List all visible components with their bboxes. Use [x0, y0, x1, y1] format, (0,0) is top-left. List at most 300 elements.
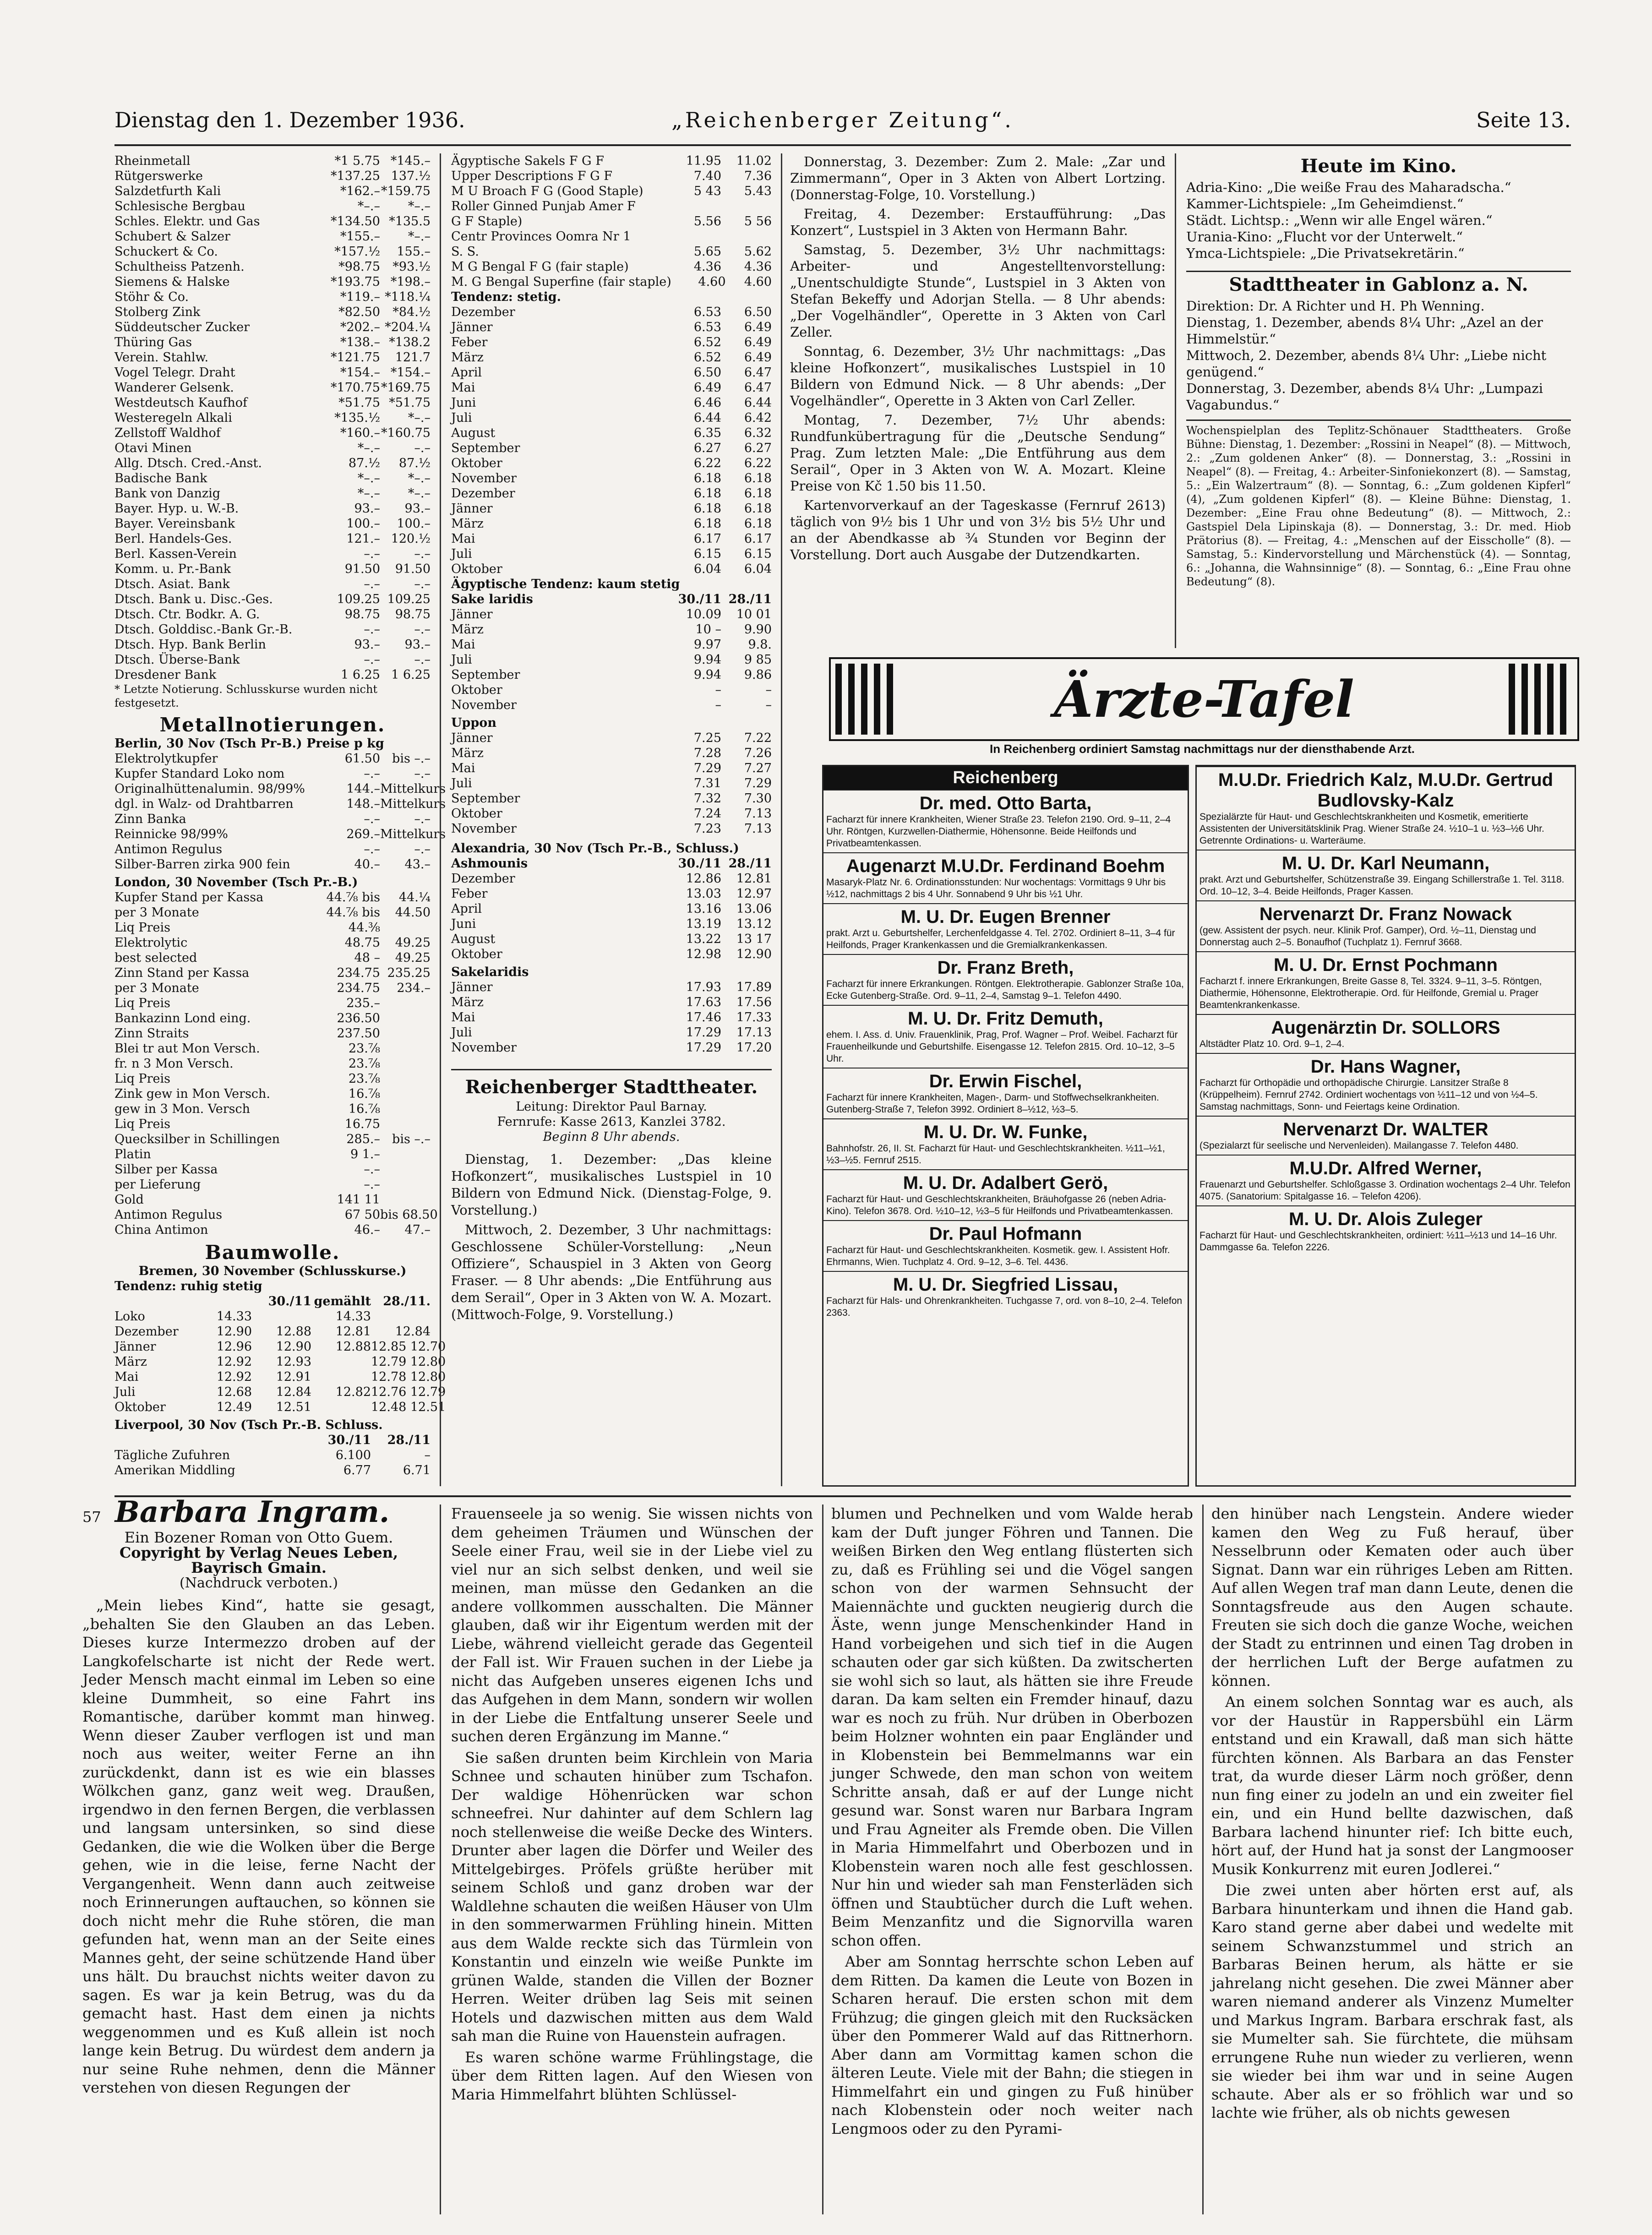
row-label: Westdeutsch Kaufhof: [114, 396, 247, 410]
data-row: [114, 781, 446, 796]
data-row: [114, 486, 431, 501]
row-value: 17.63: [686, 995, 721, 1009]
data-row: [451, 244, 772, 259]
program-item: Sonntag, 6. Dezember, 3½ Uhr nachmittags: „Das kleine Hofkonzert“, musikalisches Lustspiel in 10 Bildern von Edmund Nick. — 8 Uhr abends: „Der Vogelhändler“, Operette in 3 Akten von Carl Zeller.: [790, 343, 1166, 409]
row-value: *160.–: [340, 426, 380, 440]
row-label: Zinn Stand per Kassa: [114, 966, 250, 980]
row-label: Süddeutscher Zucker: [114, 320, 250, 334]
row-value: 141 11: [337, 1193, 380, 1207]
data-row: [114, 1162, 431, 1177]
egypt-tend: Tendenz: stetig.: [451, 290, 562, 304]
uppon-head: Uppon: [451, 716, 496, 730]
data-row: [451, 305, 772, 320]
doctor-entry: [823, 1271, 1188, 1322]
row-value: –: [765, 683, 772, 697]
row-value: 6.46: [693, 396, 721, 410]
row-value: 7.13: [744, 807, 772, 821]
row-value: 12.49: [216, 1400, 252, 1414]
row-value: *–.–: [357, 471, 380, 485]
roman-title: Barbara Ingram.: [114, 1495, 390, 1529]
data-row: [114, 592, 431, 607]
data-row: [451, 395, 772, 410]
doctor-entry: [823, 1169, 1188, 1220]
row-label: Badische Bank: [114, 471, 207, 485]
doctor-details: Frauenarzt und Geburtshelfer. Schloßgasse 3. Ordination wochentags 2–4 Uhr. Telefon 4075. (Sanatorium: Spitalgasse 16. – Telefon 4206).: [1199, 1179, 1570, 1202]
data-row: [451, 410, 772, 425]
row-value: *–.–: [408, 471, 431, 485]
doctor-name: Dr. med. Otto Barta,: [919, 793, 1092, 813]
row-value: 6.18: [744, 517, 772, 531]
data-row: [114, 1147, 431, 1162]
row-value: 11.95: [686, 154, 721, 168]
roman-paragraph: „Mein liebes Kind“, hatte sie gesagt, „behalten Sie den Glauben an das Leben. Dieses kurze Intermezzo droben auf der Langkofelscharte ist nicht der Rede wert. Jeder Mensch macht einmal im Leben so eine kleine Dummheit, so eine Fahrt ins Romantische, darüber kommt man hinweg. Wenn dieser Zauber verflogen ist und man noch aus weiter, weiter Ferne an ihn zurückdenkt, dann ist es wie ein blasses Wölkchen ganz, ganz weit weg. Draußen, irgendwo in den fernen Bergen, die verblassen und langsam untersinken, so sind diese Gedanken, die wie die Wolken über die Berge gehen, wie in die leise, ferne Nacht der Vergangenheit. Wenn dann auch zeitweise noch Erinnerungen auftauchen, so können sie doch nicht mehr die Ruhe stören, die man gefunden hat, wenn man an der Seite eines Mannes geht, der seine schützende Hand über uns hält. Du brauchst nichts weiter davon zu sagen. Es war ja kein Betrug, was du da gemacht hast. Hast dem einen ja nichts weggenommen und es Kuß allein ist noch lange kein Betrug. Du würdest dem andern ja nur seine Ruhe nehmen, denn die Männer verstehen von diesen Regungen der: [82, 1597, 435, 2096]
row-label: Wanderer Gelsenk.: [114, 381, 234, 395]
row-value: 7.22: [744, 731, 772, 745]
row-value: *121.75: [331, 350, 380, 365]
row-value: 7.28: [693, 746, 721, 760]
data-row: [114, 274, 431, 289]
theater-item: Dienstag, 1. Dezember: „Das kleine Hofkonzert“, musikalisches Lustspiel in 10 Bildern von Edmund Nick. (Dienstag-Folge, 9. Vorstellung.): [451, 1151, 772, 1218]
row-value: 4.60: [744, 275, 772, 289]
data-row: [451, 546, 772, 561]
row-value: *204.¼: [385, 320, 431, 334]
doctor-name: Augenärztin Dr. SOLLORS: [1271, 1018, 1500, 1038]
row-label: Jänner: [451, 607, 493, 621]
row-label: per Lieferung: [114, 1177, 201, 1192]
data-row: [451, 622, 772, 637]
roman-column-1: [82, 1495, 435, 2100]
row-value: 87.½: [348, 456, 380, 470]
data-row: [451, 995, 772, 1010]
roman-column-2: [451, 1505, 813, 2106]
row-value: 91.50: [395, 562, 431, 576]
row-label: Schlesische Bergbau: [114, 199, 245, 213]
market-column-1: [114, 153, 446, 1478]
doctor-entry: [1197, 951, 1575, 1014]
row-label: Schultheiss Patzenh.: [114, 260, 245, 274]
row-value: –.–: [414, 577, 431, 591]
row-value: 1 6.25: [341, 668, 380, 682]
row-label: Jänner: [451, 320, 493, 334]
row-value: *51.75: [389, 396, 431, 410]
doctor-details: Altstädter Platz 10. Ord. 9–1, 2–4.: [1199, 1039, 1345, 1049]
row-label: Liq Preis: [114, 996, 170, 1010]
row-label: Elektrolytkupfer: [114, 752, 218, 766]
row-value: 11.02: [736, 154, 772, 168]
row-value: 17.93: [686, 980, 721, 994]
row-label: Juli: [114, 1385, 136, 1399]
program-item: Montag, 7. Dezember, 7½ Uhr abends: Rundfunkübertragung für die „Deutsche Sendung“ Prag. Zum letzten Male: „Die Entführung aus dem Serail“, Oper in 3 Akten von W. A. Mozart. Kleine Preise von Kč 1.50 bis 11.50.: [790, 412, 1166, 494]
data-row: [114, 1448, 431, 1463]
doctor-entry: [1197, 1053, 1575, 1116]
row-label: April: [451, 902, 482, 916]
row-label: Juli: [451, 1025, 472, 1040]
row-value: 9.97: [693, 638, 721, 652]
data-row: [451, 259, 772, 274]
row-value: [380, 1192, 431, 1207]
data-row: [114, 965, 431, 981]
row-value: 121.–: [346, 532, 380, 546]
data-row: [451, 607, 772, 622]
row-value: 16.⅞: [348, 1102, 380, 1116]
cotton-bremen-tend: Tendenz: ruhig stetig: [114, 1279, 262, 1293]
row-value: 100.–: [397, 517, 431, 531]
row-label: Schuckert & Co.: [114, 245, 218, 259]
aerzte-banner: [829, 657, 1579, 741]
row-value: *–.–: [357, 486, 380, 501]
row-value: –: [715, 683, 721, 697]
row-label: S. S.: [451, 245, 479, 259]
theater-beginn: Beginn 8 Uhr abends.: [543, 1130, 680, 1144]
doctor-entry: [1197, 1205, 1575, 1256]
row-value: 9.94: [693, 668, 721, 682]
stock-list: [114, 153, 431, 682]
egypt-months-list: [451, 305, 772, 577]
row-value: 6.18: [693, 502, 721, 516]
data-row: [114, 199, 431, 214]
data-row: [451, 776, 772, 791]
row-label: Mai: [451, 1010, 475, 1025]
row-value: 109.25: [387, 592, 431, 606]
row-value: 7.32: [693, 791, 721, 806]
row-value: *198.–: [390, 275, 431, 289]
row-value: 7.31: [693, 776, 721, 790]
row-label: Gold: [114, 1193, 144, 1207]
row-label: G F Staple): [451, 214, 523, 229]
row-value: 9 1.–: [350, 1147, 380, 1161]
doctor-entry: [1197, 766, 1575, 850]
row-value: 237.50: [337, 1026, 380, 1041]
row-label: Zink gew in Mon Versch.: [114, 1087, 271, 1101]
row-label: Juni: [451, 396, 476, 410]
doctor-name: Nervenarzt Dr. Franz Nowack: [1259, 904, 1512, 924]
doctor-name: Dr. Franz Breth,: [937, 958, 1074, 978]
row-label: Juli: [451, 411, 472, 425]
row-value: 7.23: [693, 822, 721, 836]
row-value: –.–: [414, 547, 431, 561]
row-label: Dezember: [451, 305, 515, 319]
row-value: 6.47: [744, 365, 772, 380]
row-value: 120.½: [391, 532, 431, 546]
data-row: [451, 335, 772, 350]
column-divider: [440, 1505, 441, 2214]
row-value: 17.29: [686, 1041, 721, 1055]
row-label: Schles. Elektr. und Gas: [114, 214, 260, 229]
row-label: Jänner: [451, 980, 493, 994]
data-row: [451, 821, 772, 836]
row-label: Jänner: [114, 1340, 156, 1354]
row-label: Dresdener Bank: [114, 668, 217, 682]
row-value: [380, 1011, 431, 1026]
row-value: –.–: [414, 767, 431, 781]
roman-sub2: Copyright by Verlag Neues Leben, Bayrisch Gmain.: [119, 1544, 398, 1576]
row-value: 12.68: [216, 1385, 252, 1399]
row-value: *–.–: [357, 441, 380, 455]
cotton-title: Baumwolle.: [205, 1241, 340, 1264]
row-label: Roller Ginned Punjab Amer F: [451, 199, 636, 213]
row-value: –.–: [364, 577, 380, 591]
doctor-details: Facharzt f. innere Erkrankungen, Breite Gasse 8, Tel. 3324. 9–11, 3–5. Röntgen, Diathermie, Höhensonne, Elektrotherapie. Ord. für Heilfonde, Gremial u. Prager Beamtenkrankenkasse.: [1199, 976, 1542, 1010]
stocks-note: * Letzte Notierung. Schlusskurse wurden nicht festgesetzt.: [114, 683, 378, 709]
row-value: 10 01: [736, 607, 772, 621]
row-label: Juli: [451, 653, 472, 667]
row-value: *82.50: [338, 305, 380, 319]
row-value: [721, 199, 772, 214]
row-label: Antimon Regulus: [114, 1208, 223, 1222]
data-row: [451, 320, 772, 335]
row-value: bis –.–: [392, 752, 431, 766]
row-value: 235.25: [387, 966, 431, 980]
data-row: [114, 637, 431, 652]
row-label: Reinnicke 98/99%: [114, 827, 228, 841]
row-label: Kupfer Stand per Kassa: [114, 890, 264, 905]
row-value: 7.30: [744, 791, 772, 806]
row-value: 9.90: [744, 622, 772, 637]
row-value: 17.29: [686, 1025, 721, 1040]
data-row: [451, 916, 772, 932]
row-value: 6.15: [693, 547, 721, 561]
doctor-name: Dr. Hans Wagner,: [1310, 1057, 1461, 1077]
metal-berlin-list: [114, 751, 446, 872]
data-row: [451, 380, 772, 395]
row-value: 17.56: [736, 995, 772, 1009]
column-divider: [440, 153, 441, 1486]
row-value: –.–: [364, 767, 380, 781]
data-row: [114, 531, 431, 546]
row-value: *–.–: [408, 199, 431, 213]
row-label: November: [451, 1041, 517, 1055]
row-label: Quecksilber in Schillingen: [114, 1132, 280, 1146]
row-value: 234.–: [397, 981, 431, 995]
theater-item: Mittwoch, 2. Dezember, 3 Uhr nachmittags: Geschlossene Schüler-Vorstellung: „Neun Offiziere“, Schauspiel in 3 Akten von Georg Fraser. — 8 Uhr abends: „Die Entführung aus dem Serail“, Oper in 3 Akten von W. A. Mozart. (Mittwoch-Folge, 9. Vorstellung.): [451, 1222, 772, 1322]
header-page: Seite 13.: [1476, 108, 1571, 132]
row-value: 7.29: [693, 761, 721, 775]
roman-paragraph: den hinüber nach Lengstein. Andere wieder kamen den Weg zu Fuß herauf, über Nesselbrunn oder Kematen oder auch über Signat. Dann war ein rühriges Leben am Ritten. Auf allen Wegen traf man dann Leute, denen die Sonntagsfreude aus den Augen schaute. Freuten sie sich doch die ganze Woche, weichen der Stadt zu entrinnen und einen Tag droben in der herrlichen Luft der Berge aufatmen zu können.: [1211, 1505, 1573, 1690]
row-value: 4.60: [698, 275, 726, 289]
data-row: [114, 905, 431, 920]
row-value: 93.–: [404, 638, 431, 652]
data-row: [114, 1117, 431, 1132]
row-label: Stöhr & Co.: [114, 290, 189, 304]
doctor-entry: [823, 1068, 1188, 1118]
row-label: Dtsch. Überse-Bank: [114, 653, 240, 667]
data-row: [114, 1026, 431, 1041]
doctor-details: Facharzt für Hals- und Ohrenkrankheiten. Tuchgasse 7, ord. von 8–10, 2–4. Telefon 2363.: [826, 1296, 1183, 1318]
row-value: 6.18: [693, 486, 721, 501]
data-row: [114, 441, 431, 456]
data-row: [451, 274, 772, 289]
doctor-entry: [1197, 1116, 1575, 1155]
row-value: 13.22: [686, 932, 721, 946]
row-value: 44.¼: [398, 890, 431, 905]
row-value: *160.75: [381, 426, 431, 440]
row-value: *–.–: [408, 486, 431, 501]
row-value: *154.–: [340, 365, 380, 380]
row-value: [380, 1086, 431, 1101]
doctor-entry: [823, 790, 1188, 852]
doctor-name: M. U. Dr. W. Funke,: [923, 1122, 1088, 1142]
data-row: [114, 229, 431, 244]
data-row: [451, 425, 772, 441]
metal-berlin-head: Berlin, 30 Nov (Tsch Pr-B.) Preise p kg: [114, 736, 384, 751]
row-label: Oktober: [451, 807, 502, 821]
data-row: [114, 1385, 446, 1400]
doctor-entry: [1197, 1014, 1575, 1053]
data-row: [114, 622, 431, 637]
row-value: 10 –: [695, 622, 721, 637]
page-header: [114, 108, 1571, 140]
row-value: 6.53: [693, 320, 721, 334]
aerzte-right: [1195, 765, 1576, 1487]
row-value: [371, 1309, 431, 1324]
row-value: 6.18: [744, 471, 772, 485]
row-value: 6.49: [744, 350, 772, 365]
data-row: [114, 184, 431, 199]
row-value: 49.25: [395, 951, 431, 965]
row-value: *–.–: [408, 229, 431, 244]
cotton-bremen-list: [114, 1309, 446, 1415]
column-divider: [781, 153, 782, 1486]
row-label: März: [451, 350, 484, 365]
row-value: 12.96: [216, 1340, 252, 1354]
data-row: [114, 1041, 431, 1056]
row-value: –.–: [364, 1162, 380, 1177]
data-row: [114, 577, 431, 592]
data-row: [451, 698, 772, 713]
doctor-entry: [823, 954, 1188, 1005]
row-value: –: [765, 698, 772, 712]
data-row: [114, 546, 431, 561]
roman-column-3: [831, 1505, 1193, 2141]
row-label: Zellstoff Waldhof: [114, 426, 221, 440]
data-row: [451, 441, 772, 456]
row-value: 4.36: [744, 260, 772, 274]
doctor-details: Bahnhofstr. 26, II. St. Facharzt für Haut- und Geschlechtskrankheiten. ½11–½1, ½3–½5. Fernruf 2515.: [826, 1143, 1165, 1166]
cotton-liverpool-cols: 30./11 28./11: [327, 1433, 431, 1447]
theater-program: [790, 153, 1166, 566]
data-row: [114, 766, 431, 781]
cotton-bremen-cols: 30./11 gemählt 28./11.: [268, 1294, 431, 1308]
row-value: 6.32: [744, 426, 772, 440]
row-value: –.–: [414, 812, 431, 826]
row-label: Verein. Stahlw.: [114, 350, 209, 365]
data-row: [451, 652, 772, 667]
row-label: Ägyptische Sakels F G F: [451, 154, 604, 168]
row-value: *202.–: [340, 320, 380, 334]
cotton-liverpool-list: [114, 1448, 431, 1478]
roman-paragraph: blumen und Pechnelken und vom Walde herab kam der Duft junger Föhren und Tannen. Die weißen Birken den Weg entlang flüsterten sich zu, daß es Frühling sei und die Vögel sangen schon von der warmen Sehnsucht der Maiennächte und guckten neugierig durch die Äste, wenn junge Menschenkinder Hand in Hand vorbeigehen und sich tief in die Augen schauten oder gar sich küßten. Da zwitscherten sie wohl sich so laut, als hätten sie ihre Freude daran. Da kam selten ein Fremder hinauf, dazu war es noch zu früh. Nur drüben in Oberbozen beim Holzner wohnten ein paar Engländer und in Klobenstein bei Bemmelmanns war ein junger Schwede, den man schon von weitem Schritte ansah, daß er auf der Lunge nicht gesund war. Sonst waren nur Barbara Ingram und Frau Agneiter als Fremde oben. Die Villen in Maria Himmelfahrt und Oberbozen und in Klobenstein waren noch alle fest geschlossen. Nur hin und wieder sah man Fensterläden sich öffnen und Staubtücher durch die Luft wehen. Beim Menzanfitz und die Signorvilla waren schon offen.: [831, 1505, 1193, 1949]
row-value: –.–: [364, 653, 380, 667]
row-value: 6.04: [693, 562, 721, 576]
row-value: –.–: [364, 622, 380, 637]
data-row: [114, 890, 431, 905]
row-label: Mai: [114, 1370, 139, 1384]
row-value: 12.93: [276, 1355, 311, 1369]
row-value: 7.36: [744, 169, 772, 183]
gablonz-item: Mittwoch, 2. Dezember, abends 8¼ Uhr: „Liebe nicht genügend.“: [1186, 348, 1547, 380]
data-row: [114, 950, 431, 965]
row-value: 7.13: [744, 822, 772, 836]
data-row: [451, 947, 772, 962]
doctor-details: prakt. Arzt u. Geburtshelfer, Lerchenfeldgasse 4. Tel. 2702. Ordiniert 8–11, 3–4 für Heilfonds, Prager Krankenkassen und die Gremialkrankenkassen.: [826, 928, 1175, 950]
row-value: 155.–: [397, 245, 431, 259]
cotton-bremen-head: Bremen, 30 November (Schlusskurse.): [138, 1264, 407, 1278]
row-label: Platin: [114, 1147, 151, 1161]
row-value: 6.35: [693, 426, 721, 440]
doctor-details: Facharzt für innere Erkrankungen. Röntgen. Elektrotherapie. Gablonzer Straße 10a, Ecke Gutenberg-Straße. Ord. 9–11, 2–4, Samstag 9–1. Telefon 4490.: [826, 979, 1184, 1001]
row-value: 44.50: [395, 905, 431, 920]
banner-stripes-right: [1509, 664, 1573, 735]
row-value: 236.50: [337, 1011, 380, 1025]
data-row: [114, 1207, 438, 1222]
row-label: Bayer. Vereinsbank: [114, 517, 235, 531]
row-label: September: [451, 668, 520, 682]
row-value: *93.½: [393, 260, 431, 274]
row-value: 12.92: [216, 1370, 252, 1384]
data-row: [114, 471, 431, 486]
data-row: [114, 214, 431, 229]
row-value: –.–: [364, 547, 380, 561]
theater-items: [451, 1151, 772, 1323]
doctor-name: Augenarzt M.U.Dr. Ferdinand Boehm: [846, 856, 1165, 876]
data-row: [114, 289, 431, 305]
data-row: [451, 199, 772, 214]
row-value: 91.50: [344, 562, 380, 576]
row-value: *162.–: [340, 184, 380, 198]
doctor-name: M.U.Dr. Friedrich Kalz, M.U.Dr. Gertrud Budlovsky-Kalz: [1218, 770, 1554, 811]
row-value: 1 6.25: [391, 668, 431, 682]
row-label: Jänner: [451, 731, 493, 745]
row-label: Antimon Regulus: [114, 842, 223, 856]
row-value: –.–: [414, 842, 431, 856]
data-row: [114, 1400, 446, 1415]
row-value: *193.75: [331, 275, 380, 289]
row-label: November: [451, 698, 517, 712]
program-item: Kartenvorverkauf an der Tageskasse (Fernruf 2613) täglich von 9½ bis 1 Uhr und von 3½ bis 5½ Uhr und an der Abendkasse ab ¾ Stunden vor Beginn der Vorstellung. Dort auch Ausgabe der Dutzendkarten.: [790, 497, 1166, 562]
row-value: 6.18: [744, 502, 772, 516]
row-value: 6.17: [744, 532, 772, 546]
row-value: [252, 1309, 311, 1324]
row-value: 6.50: [693, 365, 721, 380]
row-label: Mai: [451, 532, 475, 546]
row-value: 23.⅞: [348, 1057, 380, 1071]
data-row: [114, 153, 431, 169]
row-label: Mai: [451, 638, 475, 652]
row-value: 12.98: [686, 947, 721, 961]
row-label: Oktober: [114, 1400, 166, 1414]
row-value: 6.52: [693, 335, 721, 349]
data-row: [114, 395, 431, 410]
row-label: gew in 3 Mon. Versch: [114, 1102, 251, 1116]
data-row: [451, 791, 772, 806]
row-value: 12.81: [736, 872, 772, 886]
row-label: Oktober: [451, 456, 502, 470]
row-label: April: [451, 365, 482, 380]
row-label: Rütgerswerke: [114, 169, 203, 183]
row-value: 16.⅞: [348, 1087, 380, 1101]
row-value: 23.⅞: [348, 1041, 380, 1056]
aerzte-left: [822, 765, 1189, 1487]
row-value: 12.48 12.51: [371, 1400, 446, 1414]
row-value: 13.06: [736, 902, 772, 916]
row-label: Thüring Gas: [114, 335, 192, 349]
data-row: [114, 320, 431, 335]
row-label: Juni: [451, 917, 476, 931]
alex-head: Alexandria, 30 Nov (Tsch Pr.-B., Schluss.): [451, 841, 739, 856]
row-value: 6.44: [744, 396, 772, 410]
row-value: 98.75: [344, 607, 380, 621]
row-value: 47.–: [404, 1223, 431, 1237]
